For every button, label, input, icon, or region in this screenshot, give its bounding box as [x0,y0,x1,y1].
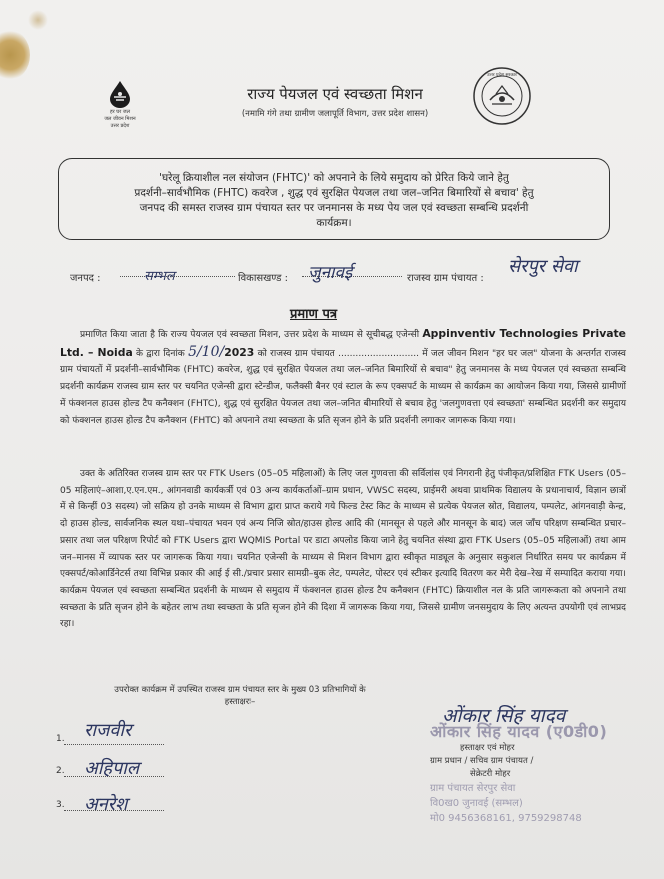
heading-line-2: प्रदर्शनी–सार्वभौमिक (FHTC) कवरेज , शुद्ध एवं सुरक्षित पेयजल तथा जल–जनित बिमारियों से बचाव' हेतु [134,187,534,199]
participant-3-number: 3. [56,800,65,810]
block-value: जुनावई [308,263,353,283]
pradhan-secretary-label: ग्राम प्रधान / सचिव ग्राम पंचायत / [430,756,534,766]
water-drop-icon [107,80,133,108]
district-underline [120,276,235,277]
stamp-phone: मो0 9456368161, 9759298748 [430,813,582,824]
stamp-line-1: ग्राम पंचायत सेरपुर सेवा [430,783,516,794]
block-label: विकासखण्ड : [238,273,289,284]
participants-intro-line-1: उपरोक्त कार्यक्रम में उपस्थित राजस्व ग्राम पंचायत स्तर के मुख्य 03 प्रतिभागियों के [114,685,366,695]
up-government-seal [472,66,532,126]
heading-line-1: 'घरेलू क्रियाशील नल संयोजन (FHTC)' को अपनाने के लिये समुदाय को प्रेरित किये जाने हेतु [159,172,509,184]
sign-and-seal-label: हस्ताक्षर एवं मोहर [460,743,515,753]
participant-1-line [64,744,164,745]
heading-line-3: जनपद की समस्त राजस्व ग्राम पंचायत स्तर पर जनमानस के मध्य पेय जल एवं स्वच्छता सम्बन्धि प्रदर्शनी [139,202,529,214]
certificate-paragraph-1 [60,326,626,429]
heading-line-4: कार्यक्रम। [316,217,352,229]
mission-title: राज्य पेयजल एवं स्वच्छता मिशन [247,85,423,103]
participant-3-signature: अनरेश [84,794,128,815]
para1-part2: के द्वारा दिनांक [136,348,185,359]
har-ghar-jal-logo [95,80,145,130]
panchayat-label: राजस्व ग्राम पंचायत : [407,273,484,284]
logo-caption-3: उत्तर प्रदेश [110,123,130,129]
program-heading-box [58,158,610,240]
stamp-line-2: वि0ख0 जुनावई (सम्भल) [430,798,523,809]
participant-2-signature: अहिपाल [84,758,140,779]
logo-caption-1: हर घर जल [110,109,130,115]
pradhan-signature: ओंकार सिंह यादव [442,705,566,727]
logo-caption-2: जल जीवन मिशन [104,116,136,122]
program-year: 2023 [224,345,255,359]
participant-1-number: 1. [56,734,65,744]
pradhan-stamp [430,720,630,834]
stamp-name: ओंकार सिंह यादव (ए0डी0) [430,722,608,741]
mission-subtitle: (नमामि गंगे तथा ग्रामीण जलापूर्ति विभाग, उत्तर प्रदेश शासन) [241,109,429,119]
district-value: सम्भल [144,269,175,284]
panchayat-value: सेरपुर सेवा [508,256,578,277]
participants-intro-line-2: हस्ताक्षरः– [224,697,256,707]
district-label: जनपद : [70,273,101,284]
participant-1-signature: राजवीर [84,720,132,741]
seal-text: उत्तर प्रदेश सरकार [487,73,517,78]
program-date-handwritten: 5/10/ [188,343,225,360]
para1-part3: को राजस्व ग्राम पंचायत ............................ में जल जीवन मिशन "हर घर जल" योजना के अन्तर्गत राजस्व ग्राम पंचायतों में प्रदर्शनी–सार्वभौमिक (FHTC) कवरेज, शुद्ध एवं सुरक्षित पेयजल तथा जल–जनित बिमारियों से बचाव" हेतु जनमानस के मध्य पेयजल एवं स्वच्छता सम्बन्धि प्रदर्शनी कार्यक्रम राजस्व ग्राम स्तर पर चयनित एजेन्सी द्वारा स्टेन्डीज, फलैक्सी बैनर एवं स्टाल के रूप एक्सपर्ट के माध्यम से कार्यक्रम का आयोजन किया गया, जिससे ग्रामीणों में फंक्शनल हाउस होल्ड टैप कनैक्शन (FHTC), शुद्ध एवं सुरक्षित पेयजल तथा जल–जनित बीमारियों से बचाव हेतु 'जलगुणवत्ता एवं स्वच्छता' सम्बन्धित प्रदर्शनी कर समुदाय को फंक्शनल हाउस होल्ड टैप कनैक्शन (FHTC) को अपनाने तथा स्वच्छता के प्रति सृजन होने के प्रति प्रदर्शनी लगाकर जागरूक किया गया। [60,348,626,426]
para1-part1: प्रमाणित किया जाता है कि राज्य पेयजल एवं स्वच्छता मिशन, उत्तर प्रदेश के माध्यम से सूचीबद्ध एजेन्सी [80,330,420,340]
participant-2-number: 2. [56,766,65,776]
location-fields [70,256,630,286]
certificate-paragraph-2: उक्त के अतिरिक्त राजस्व ग्राम स्तर पर FTK Users (05–05 महिलाओं) के लिए जल गुणवत्ता की सर्विलांस एवं निगरानी हेतु पंजीकृत/प्रशिक्षित FTK Users (05–05 महिलाएं–आशा,ए.एन.एम., आंगनवाडी कार्यकर्त्री एवं 03 अन्य कार्यकर्ताओं–ग्राम प्रधान, VWSC सदस्य, प्राईमरी अथवा प्राथमिक विद्यालय के प्रधानाचार्य, विज्ञान छात्रों में से किन्हीं 03 सदस्य) जो सक्रिय हो उनके माध्यम से विभाग द्वारा प्राप्त कराये गये फिल्ड टेस्ट किट के माध्यम से प्रत्येक पेयजल स्रोत, विद्यालय, पम्पलेट, आंगनवाड़ी केन्द्र, दो हाउस होल्ड, सार्वजनिक स्थल यथा–पंचायत भवन एवं अन्य निजि स्रोत/हाउस होल्ड आदि की (मानसून से पहले और मानसून के बाद) जल जाँच परिक्षण सम्बन्धित प्रचार–प्रसार तथा जल परिक्षण रिपोर्ट को FTK Users द्वारा WQMIS Portal पर डाटा अपलोड किया जाने हेतु चयनित संस्था द्वारा FTK Users (05–05 महिलाओं) तथा आम जन–मानस में व्यापक स्तर पर जागरूक किया गया। चयनित एजेन्सी के माध्यम से मिशन विभाग द्वारा स्वीकृत माड्यूल के अनुसार सकुशल निर्धारित समय पर कार्यक्रम में एक्सपर्ट/कोआर्डिनेटर्स तथा विभिन्न प्रकार की आई ई सी./प्रचार प्रसार सामग्री–बुक लेट, पम्पलेट, पोस्टर एवं स्टीकर इत्यादि वितरण कर मेरी देख–रेख में सम्पादित कराया गया। कार्यक्रम पेयजल एवं स्वच्छता सम्बन्धित प्रदर्शनी के माध्यम से समुदाय में फंक्शनल हाउस होल्ड टैप कनैक्शन (FHTC) क्रियाशील नल के प्रति जागरूकता को अपनाने तथा स्वच्छता के प्रति सृजन होने के बहेतर लाभ तथा स्वच्छता के प्रति सृजन होने की दिशा में जागरूक किया गया, जिससे ग्रामीण जनसमुदाय के लिए अत्यन्त उपयोगी एवं लाभप्रद रहा। [60,469,626,630]
agency-name: Appinventiv Technologies Private Ltd. – Noida [60,327,626,359]
certificate-title: प्रमाण पत्र [290,307,338,322]
secretary-seal-label: सेक्रेटरी मोहर [470,769,511,779]
stain-mark-small [28,10,48,30]
stain-mark [0,30,30,80]
participants-intro [60,684,420,708]
